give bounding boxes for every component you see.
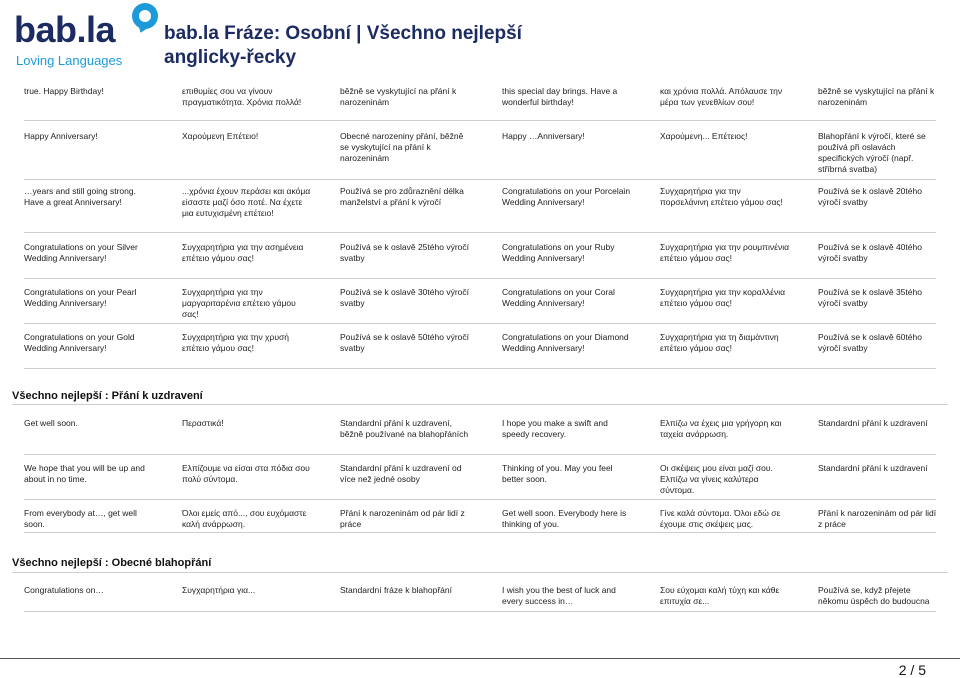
phrase-row — [24, 86, 936, 121]
section-title-general: Všechno nejlepší : Obecné blahopřání — [12, 557, 212, 569]
english-phrase: I hope you make a swift and speedy recovery. — [502, 418, 608, 439]
english-phrase: I wish you the best of luck and every success in… — [502, 585, 616, 606]
page-title — [164, 22, 584, 70]
english-phrase: this special day brings. Have a wonderful birthday! — [502, 86, 618, 107]
czech-note: Standardní přání k uzdravení — [818, 418, 928, 428]
phrase-row — [24, 463, 936, 500]
english-phrase: Happy …Anniversary! — [502, 131, 585, 141]
phrase-row — [24, 242, 936, 279]
czech-note: Používá se k oslavě 30tého výročí svatby — [340, 287, 469, 308]
english-phrase: Congratulations on your Pearl Wedding Anniversary! — [24, 287, 137, 308]
czech-note: Blahopřání k výročí, které se používá při oslavách specifických výročí (např. stříbrná svatba) — [818, 131, 926, 174]
phrase-row — [24, 287, 936, 324]
phrase-row — [24, 418, 936, 455]
section-divider — [12, 572, 948, 573]
czech-note: Používá se pro zdůraznění délka manželství a přání k výročí — [340, 186, 464, 207]
section-title-get-well: Všechno nejlepší : Přání k uzdravení — [12, 390, 203, 402]
english-phrase: Congratulations on your Porcelain Wedding Anniversary! — [502, 186, 631, 207]
greek-phrase: Συγχαρητήρια για... — [182, 585, 256, 595]
phrase-row — [24, 332, 936, 369]
greek-phrase: Συγχαρητήρια για την ασημένεια επέτειο γάμου σας! — [182, 242, 304, 263]
greek-phrase: ...χρόνια έχουν περάσει και ακόμα είσαστε μαζί όσο ποτέ. Να έχετε μια ευτυχισμένη επέτειο! — [182, 186, 311, 218]
greek-phrase: Ελπίζουμε να είσαι στα πόδια σου πολύ σύντομα. — [182, 463, 310, 484]
greek-phrase: Συγχαρητήρια για την κοραλλένια επέτειο γάμου σας! — [660, 287, 786, 308]
czech-note: Používá se, když přejete někomu úspěch do budoucna — [818, 585, 930, 606]
page-number: 2 / 5 — [898, 662, 926, 678]
greek-phrase: Σου εύχομαι καλή τύχη και κάθε επιτυχία σε... — [660, 585, 780, 606]
czech-note: Standardní přání k uzdravení od více než jedné osoby — [340, 463, 462, 484]
greek-phrase: Περαστικά! — [182, 418, 224, 428]
english-phrase: Happy Anniversary! — [24, 131, 98, 141]
english-phrase: …years and still going strong. Have a great Anniversary! — [24, 186, 136, 207]
czech-note: Používá se k oslavě 40tého výročí svatby — [818, 242, 922, 263]
logo-tagline: Loving Languages — [16, 53, 123, 68]
greek-phrase: Γίνε καλά σύντομα. Όλοι εδώ σε έχουμε στις σκέψεις μας. — [660, 508, 781, 529]
english-phrase: Get well soon. — [24, 418, 78, 428]
czech-note: běžně se vyskytující na přání k narozeninám — [340, 86, 457, 107]
phrase-row — [24, 585, 936, 612]
czech-note: Používá se k oslavě 50tého výročí svatby — [340, 332, 469, 353]
speech-bubble-icon — [132, 3, 158, 29]
czech-note: Používá se k oslavě 25tého výročí svatby — [340, 242, 469, 263]
english-phrase: We hope that you will be up and about in no time. — [24, 463, 145, 484]
phrase-row — [24, 186, 936, 233]
page-header — [0, 0, 960, 74]
logo-wordmark: bab.la — [14, 9, 116, 50]
greek-phrase: Συγχαρητήρια για την μαργαριταρένια επέτειο γάμου σας! — [182, 287, 296, 319]
greek-phrase: Χαρούμενη Επέτειο! — [182, 131, 259, 141]
greek-phrase: Συγχαρητήρια για τη διαμάντινη επέτειο γάμου σας! — [660, 332, 779, 353]
greek-phrase: Ελπίζω να έχεις μια γρήγορη και ταχεία ανάρρωση. — [660, 418, 782, 439]
czech-note: Přání k narozeninám od pár lidí z práce — [340, 508, 465, 529]
greek-phrase: Συγχαρητήρια για την ρουμπινένια επέτειο γάμου σας! — [660, 242, 790, 263]
english-phrase: Congratulations on your Coral Wedding Anniversary! — [502, 287, 615, 308]
czech-note: Obecné narozeniny přání, běžně se vyskytující na přání k narozeninám — [340, 131, 464, 163]
greek-phrase: Συγχαρητήρια για την χρυσή επέτειο γάμου σας! — [182, 332, 289, 353]
czech-note: Standardní fráze k blahopřání — [340, 585, 452, 595]
english-phrase: Congratulations on your Diamond Wedding Anniversary! — [502, 332, 629, 353]
greek-phrase: και χρόνια πολλά. Απόλαυσε την μέρα των γενεθλίων σου! — [660, 86, 783, 107]
section-divider — [12, 404, 948, 405]
greek-phrase: Συγχαρητήρια για την πορσελάνινη επέτειο γάμου σας! — [660, 186, 783, 207]
czech-note: Používá se k oslavě 20tého výročí svatby — [818, 186, 922, 207]
greek-phrase: Οι σκέψεις μου είναι μαζί σου. Ελπίζω να γίνεις καλύτερα σύντομα. — [660, 463, 773, 495]
czech-note: Standardní přání k uzdravení — [818, 463, 928, 473]
greek-phrase: επιθυμίες σου να γίνουν πραγματικότητα. Χρόνια πολλά! — [182, 86, 302, 107]
english-phrase: Get well soon. Everybody here is thinking of you. — [502, 508, 627, 529]
english-phrase: Congratulations on your Silver Wedding Anniversary! — [24, 242, 138, 263]
greek-phrase: Χαρούμενη... Επέτειος! — [660, 131, 748, 141]
page-title-line-2: anglicky-řecky — [164, 47, 297, 68]
page-title-line-1: bab.la Fráze: Osobní | Všechno nejlepší — [164, 23, 522, 44]
english-phrase: Congratulations on your Gold Wedding Anniversary! — [24, 332, 135, 353]
greek-phrase: Όλοι εμείς από..., σου ευχόμαστε καλή ανάρρωση. — [182, 508, 307, 529]
babla-logo[interactable] — [14, 3, 154, 67]
footer-divider — [0, 658, 960, 659]
czech-note: Používá se k oslavě 35tého výročí svatby — [818, 287, 922, 308]
english-phrase: Congratulations on your Ruby Wedding Anniversary! — [502, 242, 615, 263]
czech-note: běžně se vyskytující na přání k narozeninám — [818, 86, 935, 107]
english-phrase: Thinking of you. May you feel better soon. — [502, 463, 613, 484]
phrase-row — [24, 508, 936, 533]
english-phrase: Congratulations on… — [24, 585, 104, 595]
english-phrase: true. Happy Birthday! — [24, 86, 104, 96]
czech-note: Standardní přání k uzdravení, běžně používané na blahopřáních — [340, 418, 469, 439]
english-phrase: From everybody at…, get well soon. — [24, 508, 137, 529]
phrase-row — [24, 131, 936, 180]
czech-note: Používá se k oslavě 60tého výročí svatby — [818, 332, 922, 353]
czech-note: Přání k narozeninám od pár lidí z práce — [818, 508, 937, 529]
